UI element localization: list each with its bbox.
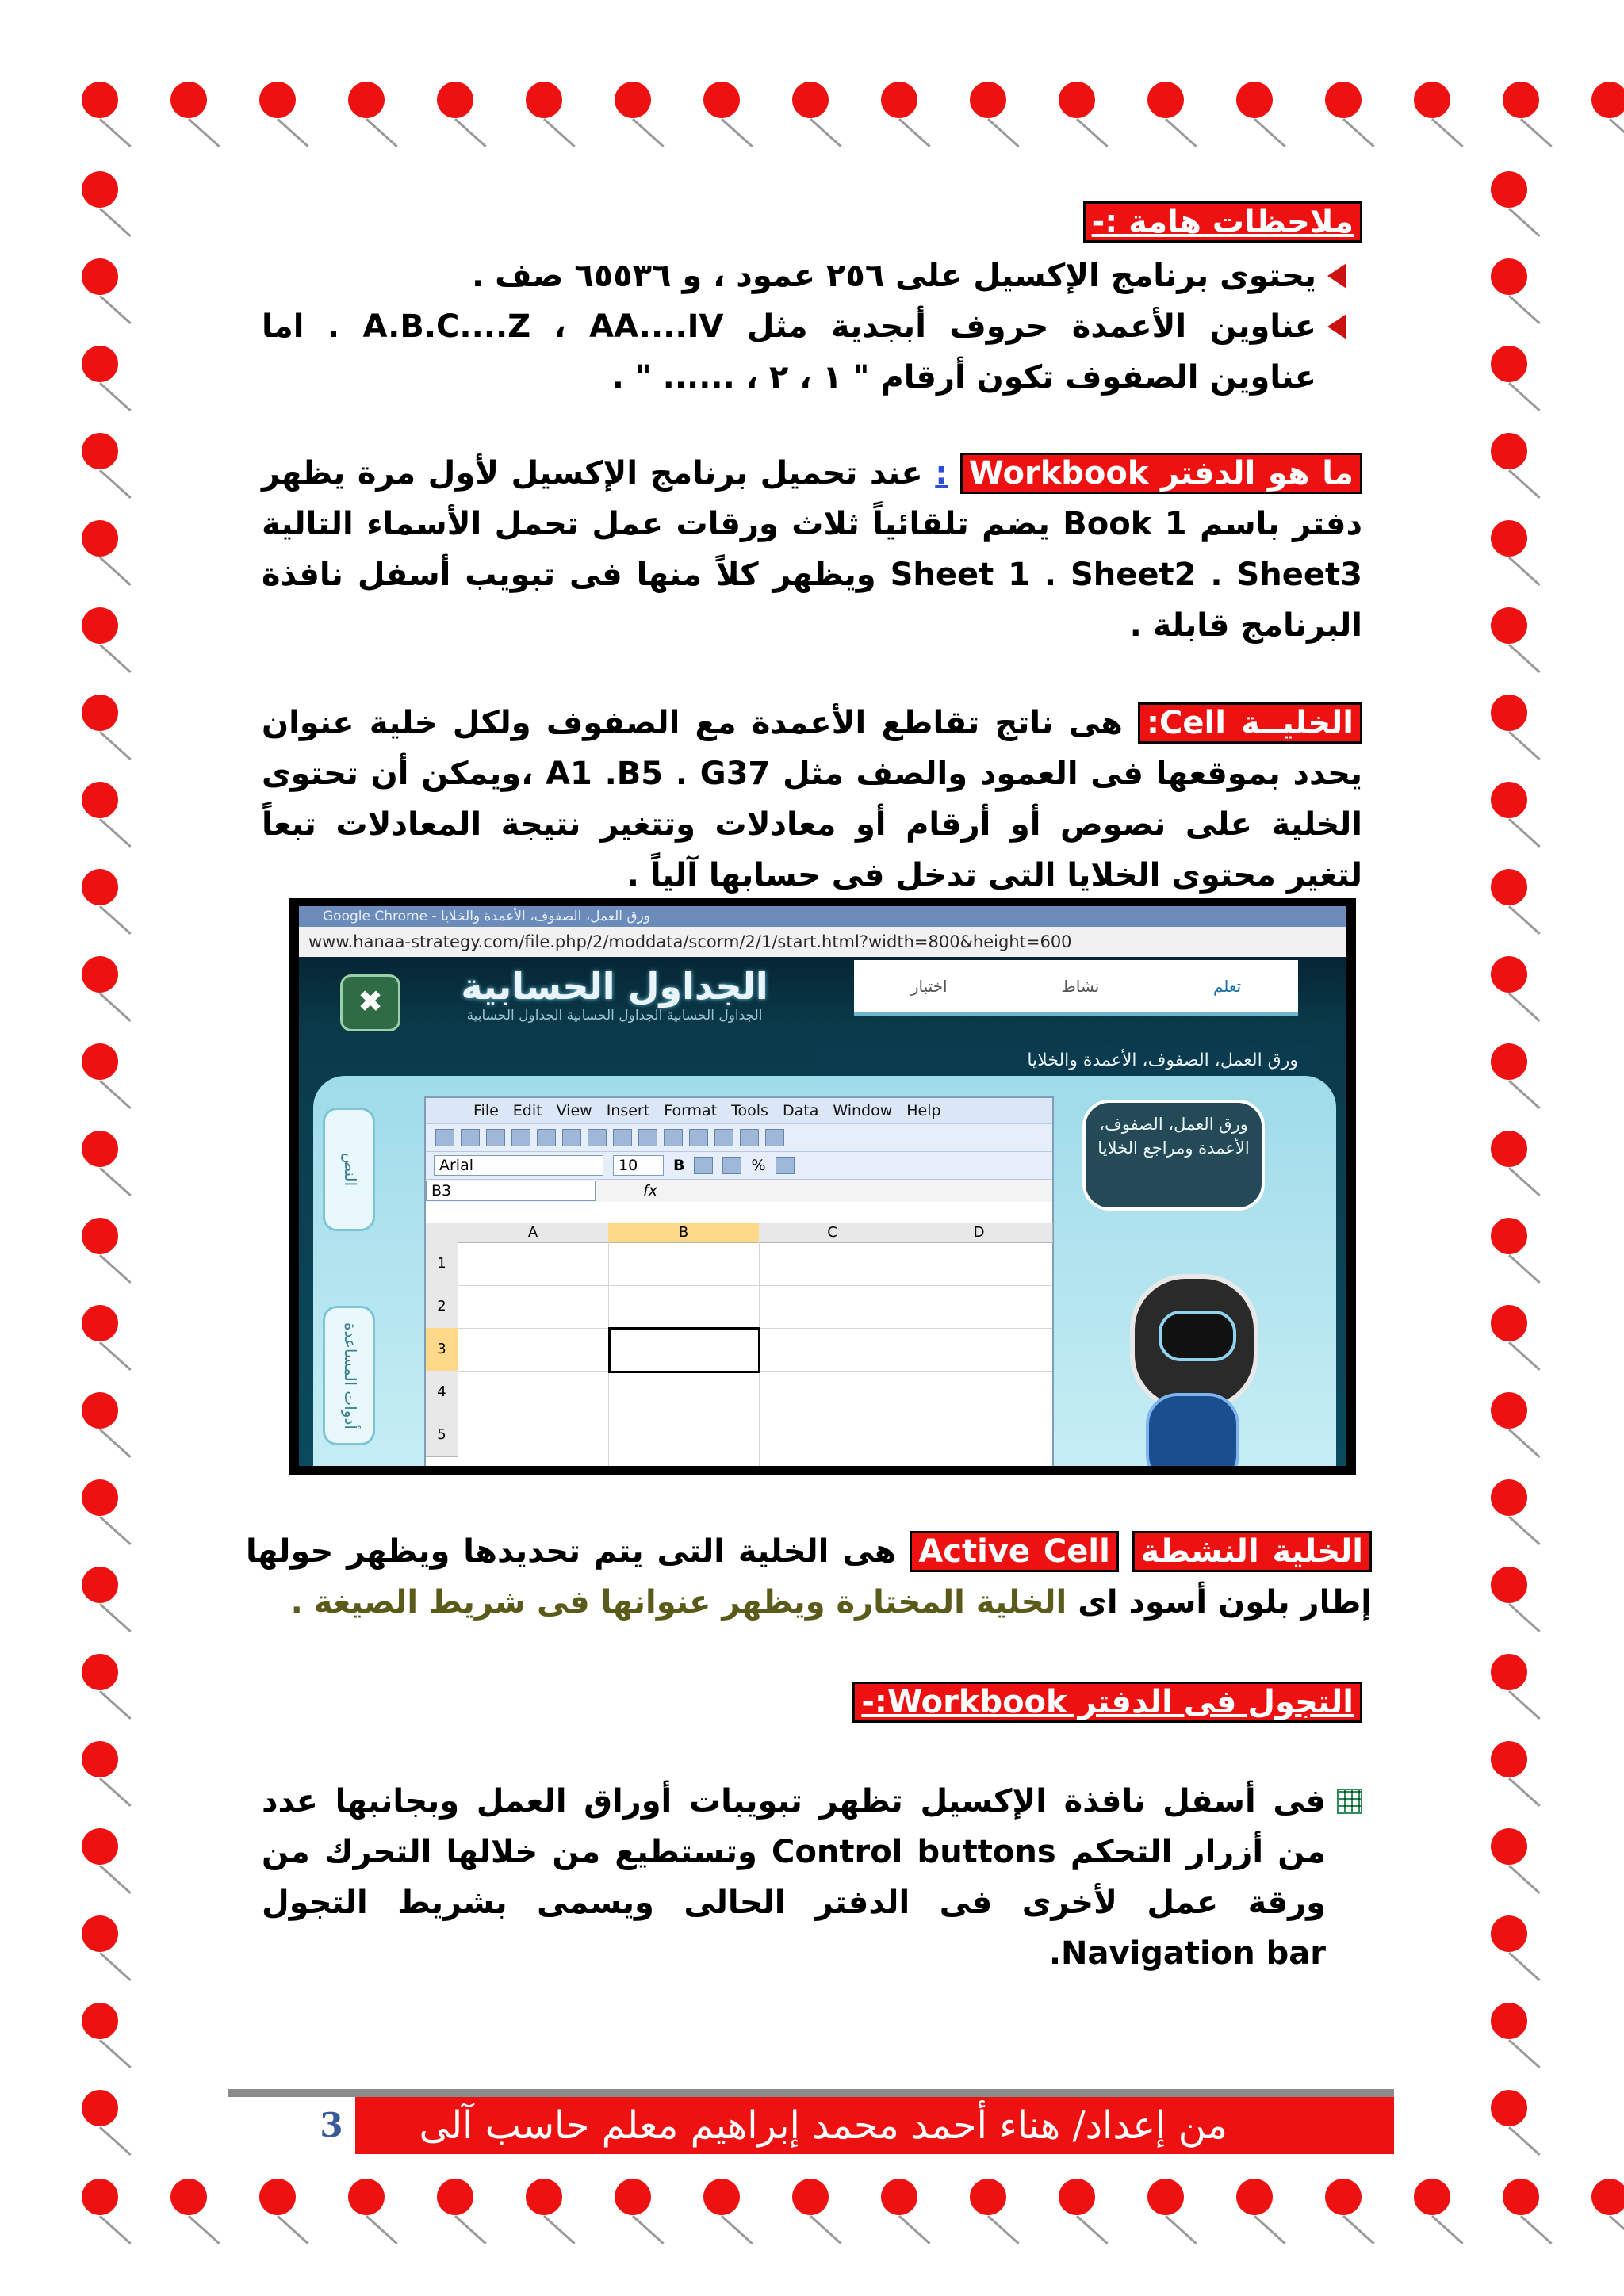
border-dot-icon [1414, 82, 1450, 118]
border-dot-icon [970, 82, 1006, 118]
border-dot-icon [1325, 2179, 1362, 2215]
border-dot-icon [82, 346, 118, 382]
font-name-select[interactable]: Arial [434, 1155, 603, 1176]
border-dot-icon [1491, 171, 1527, 208]
border-dot-icon [437, 2179, 473, 2215]
border-dot-icon [1491, 2003, 1527, 2039]
copy-icon[interactable] [638, 1129, 657, 1146]
border-dot-icon [1491, 1392, 1527, 1429]
notes-item-text: يحتوى برنامج الإكسيل على ٢٥٦ عمود ، و ٦٥٥٣٦ صف . [472, 258, 1316, 294]
border-dot-icon [1591, 82, 1624, 118]
paste-icon[interactable] [664, 1129, 683, 1146]
banner-subtitle: الجداول الحسابية الجداول الحسابية الجداول الحسابية [466, 1008, 763, 1024]
border-dot-icon [170, 82, 207, 118]
border-dot-icon [881, 82, 917, 118]
border-dot-icon [348, 82, 385, 118]
border-dot-icon [82, 2179, 118, 2215]
cut-icon[interactable] [613, 1129, 632, 1146]
border-dot-icon [1491, 520, 1527, 557]
excel-format-bar [426, 1151, 1052, 1179]
spelling-icon[interactable] [588, 1129, 607, 1146]
row-header-4[interactable]: 4 [426, 1371, 458, 1414]
open-icon[interactable] [461, 1129, 480, 1146]
excel-window [424, 1096, 1054, 1466]
cell-heading: الخليــة Cell: [1138, 702, 1362, 744]
active-cell-text-green: الخلية المختارة ويظهر عنوانها فى شريط الصيغة . [290, 1584, 1067, 1621]
border-dot-icon [881, 2179, 917, 2215]
excel-toolbar [426, 1123, 1052, 1151]
border-dot-icon [1491, 956, 1527, 993]
active-cell-text: هى الخلية التى يتم تحديدها ويظهر حولها إطار بلون أسود اى [246, 1533, 1372, 1621]
navigation-heading: التجول فى الدفتر Workbook:- [852, 1682, 1362, 1723]
border-dot-icon [1059, 2179, 1095, 2215]
border-dot-icon [1491, 869, 1527, 905]
menu-view[interactable]: View [556, 1102, 592, 1119]
notes-title: ملاحظات هامة :- [1083, 201, 1362, 243]
site-area [299, 957, 1346, 1466]
border-dot-icon [437, 82, 473, 118]
save-icon[interactable] [486, 1129, 505, 1146]
workbook-colon: : [935, 455, 948, 492]
active-cell-section [246, 1526, 1372, 1628]
border-dot-icon [615, 82, 651, 118]
border-dot-icon [1491, 1218, 1527, 1254]
robot-head-icon [1130, 1274, 1258, 1410]
navigation-heading-row [262, 1677, 1362, 1728]
row-header-5[interactable]: 5 [426, 1414, 458, 1457]
border-dot-icon [82, 433, 118, 469]
border-dot-icon [82, 520, 118, 557]
nav-test[interactable]: اختبار [910, 977, 948, 996]
side-tab-text[interactable]: النص [323, 1108, 375, 1231]
fx-icon[interactable]: fx [643, 1182, 657, 1200]
border-dot-icon [259, 2179, 296, 2215]
border-dot-icon [792, 82, 829, 118]
active-cell-heading-en: Active Cell [910, 1531, 1118, 1572]
menu-tools[interactable]: Tools [731, 1102, 768, 1119]
workbook-text: عند تحميل برنامج الإكسيل لأول مرة يظهر دفتر باسم Book 1 يضم تلقائياً ثلاث ورقات عمل تحمل الأسماء التالية Sheet 1 . Sheet2 . Sheet3 ويظهر كلاً منها فى تبويب أسفل نافذة البرنامج قابلة . [262, 455, 1363, 644]
border-dot-icon [82, 607, 118, 644]
border-dot-icon [1491, 346, 1527, 382]
row-header-3[interactable]: 3 [426, 1328, 458, 1372]
column-header-d[interactable]: D [906, 1223, 1053, 1243]
worksheet-grid [426, 1223, 1052, 1466]
direction-icon[interactable] [694, 1157, 713, 1174]
notes-item-text: عناوين الأعمدة حروف أبجدية مثل A.B.C....Z ، AA....IV . اما عناوين الصفوف تكون أرقام " ١ ، ٢ ، ...... " . [262, 308, 1316, 396]
border-dot-icon [526, 82, 562, 118]
border-dot-icon [1491, 258, 1527, 295]
embedded-screenshot [289, 898, 1356, 1475]
border-dot-icon [1491, 1305, 1527, 1341]
border-dot-icon [1147, 2179, 1184, 2215]
notes-item [262, 301, 1362, 403]
navigation-text: فى أسفل نافذة الإكسيل تظهر تبويبات أوراق العمل وبجانبها عدد من أزرار التحكم Control buttons وتستطيع من خلالها التحرك من ورقة عمل لأخرى فى الدفتر الحالى ويسمى بشريط التجول Navigation bar. [262, 1783, 1327, 1972]
border-dot-icon [82, 1218, 118, 1254]
arrow-bullet-icon [1327, 314, 1346, 339]
border-dot-icon [1491, 1654, 1527, 1690]
border-dot-icon [82, 2090, 118, 2126]
border-dot-icon [82, 1741, 118, 1777]
border-dot-icon [1491, 1043, 1527, 1080]
border-dot-icon [82, 171, 118, 208]
bold-button[interactable]: B [673, 1157, 685, 1174]
border-dot-icon [348, 2179, 385, 2215]
site-banner [440, 965, 789, 1035]
menu-edit[interactable]: Edit [512, 1102, 542, 1119]
cell-section [262, 698, 1362, 901]
workbook-heading: ما هو الدفتر Workbook [960, 453, 1362, 494]
navigation-section [262, 1776, 1362, 1979]
menu-insert[interactable]: Insert [606, 1102, 650, 1119]
border-dot-icon [82, 1654, 118, 1690]
page-footer [228, 2089, 1394, 2154]
currency-icon[interactable] [722, 1157, 741, 1174]
border-dot-icon [82, 869, 118, 905]
footer-rule [228, 2089, 1394, 2097]
lesson-subtitle: ورق العمل، الصفوف، الأعمدة والخلايا [822, 1046, 1314, 1076]
autosum-icon[interactable] [740, 1129, 759, 1146]
column-header-c[interactable]: C [759, 1223, 906, 1243]
border-dot-icon [1059, 82, 1095, 118]
undo-icon[interactable] [689, 1129, 708, 1146]
percent-button[interactable]: % [751, 1157, 766, 1174]
browser-title: ورق العمل، الصفوف، الأعمدة والخلايا - Google Chrome [299, 906, 1346, 927]
permission-icon[interactable] [511, 1129, 530, 1146]
border-dot-icon [1503, 2179, 1539, 2215]
border-dot-icon [170, 2179, 207, 2215]
border-dot-icon [1325, 82, 1362, 118]
corner-header[interactable] [426, 1223, 458, 1243]
border-dot-icon [615, 2179, 651, 2215]
new-icon[interactable] [435, 1129, 454, 1146]
border-dot-icon [1491, 1479, 1527, 1516]
site-logo-icon: ✖ [340, 974, 400, 1031]
border-dot-icon [1236, 2179, 1273, 2215]
border-dot-icon [703, 82, 740, 118]
menu-help[interactable]: Help [906, 1102, 941, 1119]
workbook-section [262, 448, 1362, 651]
border-dot-icon [82, 782, 118, 818]
border-dot-icon [526, 2179, 562, 2215]
notes-section [262, 197, 1362, 403]
border-dot-icon [82, 1915, 118, 1952]
border-dot-icon [1491, 1828, 1527, 1865]
border-dot-icon [1491, 1915, 1527, 1952]
border-dot-icon [1491, 782, 1527, 818]
border-dot-icon [82, 1305, 118, 1341]
border-dot-icon [1414, 2179, 1450, 2215]
border-dot-icon [82, 956, 118, 993]
speech-bubble: ورق العمل، الصفوف، الأعمدة ومراجع الخلايا [1082, 1100, 1265, 1211]
site-nav [854, 960, 1298, 1016]
formula-bar [426, 1179, 1052, 1202]
menu-window[interactable]: Window [833, 1102, 893, 1119]
column-header-b[interactable]: B [608, 1223, 760, 1243]
print-icon[interactable] [537, 1129, 556, 1146]
row-header-1[interactable]: 1 [426, 1242, 458, 1286]
border-dot-icon [82, 82, 118, 118]
active-cell-heading-ar: الخلية النشطة [1132, 1531, 1372, 1572]
footer-author: من إعداد/ هناء أحمد محمد إبراهيم معلم حاسب آلى [355, 2097, 1394, 2154]
grid-line [458, 1285, 1052, 1286]
banner-title: الجداول الحسابية [461, 965, 768, 1008]
browser-url[interactable]: www.hanaa-strategy.com/file.php/2/moddata/scorm/2/1/start.html?width=800&height=600 [299, 927, 1346, 958]
page-number: 3 [308, 2097, 360, 2154]
border-dot-icon [1491, 1567, 1527, 1603]
border-dot-icon [1491, 607, 1527, 644]
border-dot-icon [1491, 2090, 1527, 2126]
border-dot-icon [1491, 1741, 1527, 1777]
border-dot-icon [1491, 695, 1527, 731]
robot-body-icon [1146, 1393, 1239, 1466]
arrow-bullet-icon [1327, 263, 1346, 289]
row-header-2[interactable]: 2 [426, 1285, 458, 1329]
excel-menu [426, 1098, 1052, 1123]
border-dot-icon [1491, 1131, 1527, 1167]
border-dot-icon [82, 1828, 118, 1865]
table-bullet-icon [1337, 1789, 1362, 1814]
border-dot-icon [1491, 433, 1527, 469]
border-dot-icon [703, 2179, 740, 2215]
decimal-icon[interactable] [776, 1157, 795, 1174]
border-dot-icon [1503, 82, 1539, 118]
cell-text: هى ناتج تقاطع الأعمدة مع الصفوف ولكل خلية عنوان يحدد بموقعها فى العمود والصف مثل A1 .B5 . G37 ،ويمكن أن تحتوى الخلية على نصوص أو أرقام أو معادلات وتتغير نتيجة المعادلات تبعاً لتغير محتوى الخلايا التى تدخل فى حسابها آلياً . [262, 705, 1362, 894]
border-dot-icon [82, 1131, 118, 1167]
side-tab-tools[interactable]: أدوات المساعدة [323, 1306, 375, 1445]
border-dot-icon [1591, 2179, 1624, 2215]
nav-learn[interactable]: تعلم [1213, 977, 1242, 996]
border-dot-icon [970, 2179, 1006, 2215]
border-dot-icon [259, 82, 296, 118]
border-dot-icon [82, 1567, 118, 1603]
border-dot-icon [82, 2003, 118, 2039]
border-dot-icon [82, 1392, 118, 1429]
border-dot-icon [82, 1043, 118, 1080]
border-dot-icon [792, 2179, 829, 2215]
hyperlink-icon[interactable] [714, 1129, 733, 1146]
menu-data[interactable]: Data [782, 1102, 819, 1119]
name-box[interactable]: B3 [426, 1181, 596, 1201]
nav-activity[interactable]: نشاط [1061, 977, 1100, 996]
menu-file[interactable]: File [473, 1102, 499, 1119]
border-dot-icon [82, 695, 118, 731]
border-dot-icon [82, 258, 118, 295]
notes-item [262, 251, 1362, 301]
border-dot-icon [82, 1479, 118, 1516]
column-header-a[interactable]: A [458, 1223, 609, 1243]
sort-icon[interactable] [765, 1129, 784, 1146]
border-dot-icon [1236, 82, 1273, 118]
preview-icon[interactable] [562, 1129, 581, 1146]
font-size-select[interactable]: 10 [613, 1155, 664, 1176]
border-dot-icon [1147, 82, 1184, 118]
lesson-panel [313, 1076, 1336, 1466]
active-cell-b3[interactable] [608, 1327, 760, 1373]
menu-format[interactable]: Format [664, 1102, 718, 1119]
